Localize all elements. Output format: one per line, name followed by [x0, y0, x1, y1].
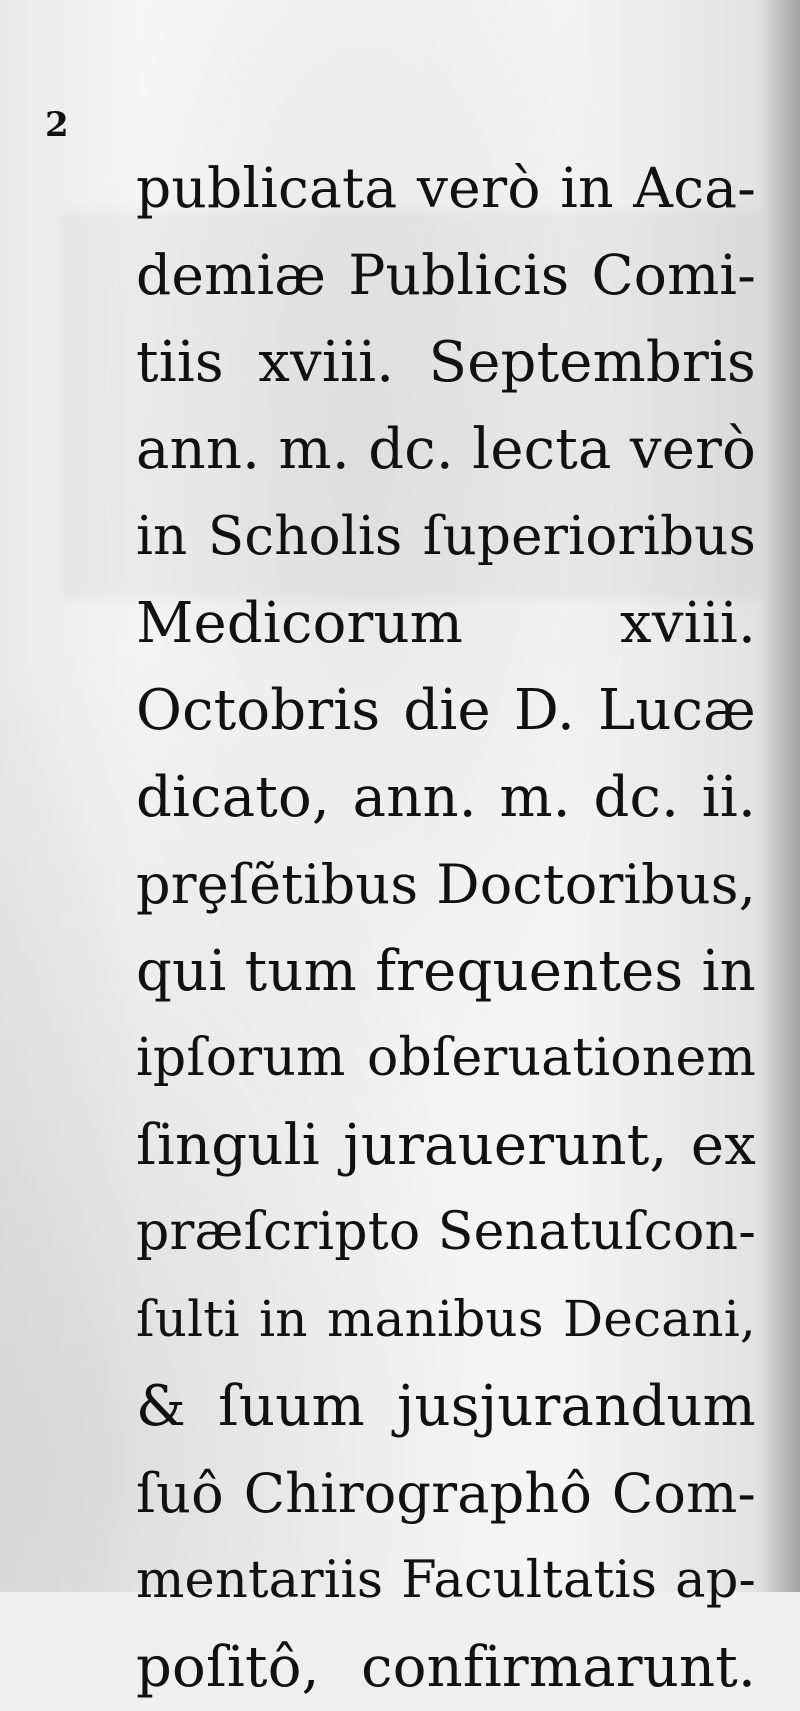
text-line: ſulti in manibus Decani, — [136, 1290, 756, 1348]
text-line: tiis xviii. Septembris — [136, 330, 756, 395]
text-line: Medicorum xviii. — [136, 591, 756, 656]
text-line: ipſorum obſeruationem — [136, 1028, 756, 1088]
text-line: qui tum frequentes in — [136, 939, 756, 1004]
text-line: demiæ Publicis Comi- — [136, 243, 756, 307]
text-line: in Scholis ſuperioribus — [136, 506, 756, 567]
text-line: Octobris die D. Lucæ — [136, 678, 756, 743]
text-line: poſitô, confirmarunt. — [136, 1635, 756, 1700]
text-line: publicata verò in Aca- — [136, 156, 756, 220]
text-line: ſinguli jurauerunt, ex — [136, 1113, 756, 1178]
gutter-shadow — [760, 0, 800, 1592]
text-line: dicato, ann. m. dc. ii. — [136, 765, 756, 830]
page-number: 2 — [45, 105, 69, 145]
text-line: præſcripto Senatuſcon- — [136, 1202, 756, 1262]
text-line: & ſuum jusjurandum — [136, 1374, 756, 1439]
text-line: mentariis Facultatis ap- — [136, 1551, 756, 1610]
text-block — [136, 145, 756, 1711]
text-line: ann. m. dc. lecta verò — [136, 417, 756, 482]
text-line: prȩſẽtibus Doctoribus, — [136, 853, 756, 916]
text-line: ſuô Chirographô Com- — [136, 1462, 756, 1525]
